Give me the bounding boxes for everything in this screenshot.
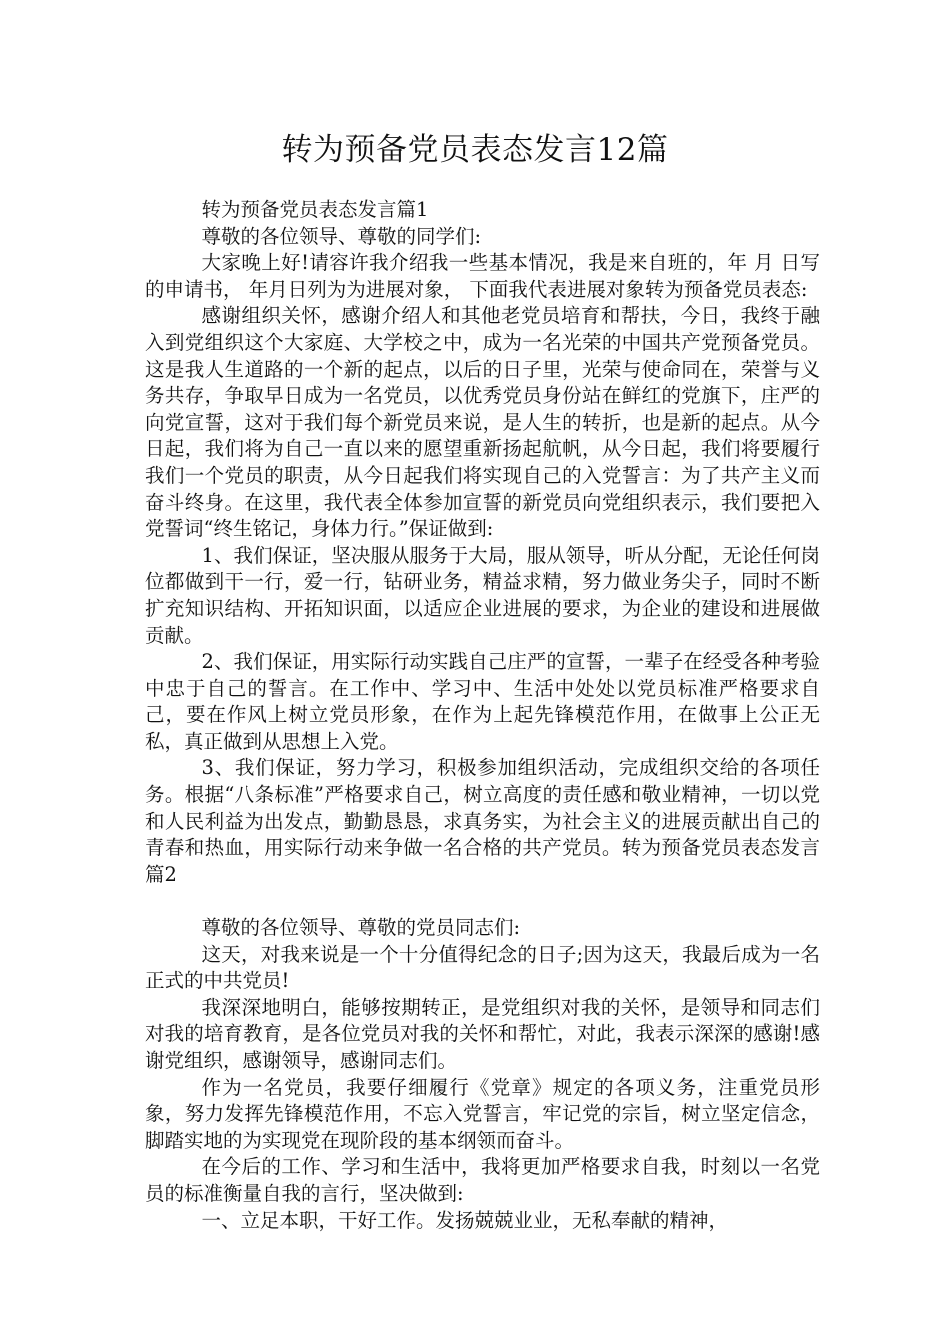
paragraph: 大家晚上好!请容许我介绍我一些基本情况，我是来自班的，年 月 日写的申请书， 年月日列为为进展对象， 下面我代表进展对象转为预备党员表态: [145,251,820,301]
paragraph: 感谢组织关怀，感谢介绍人和其他老党员培育和帮扶，今日，我终于融入到党组织这个大家庭、大学校之中，成为一名光荣的中国共产党预备党员。这是我人生道路的一个新的起点，以后的日子里，光荣与使命同在，荣誉与义务共存，争取早日成为一名党员，以优秀党员身份站在鲜红的党旗下，庄严的向党宣誓，这对于我们每个新党员来说，是人生的转折，也是新的起点。从今日起，我们将为自己一直以来的愿望重新扬起航帆，从今日起，我们将要履行我们一个党员的职责，从今日起我们将实现自己的入党誓言：为了共产主义而奋斗终身。在这里，我代表全体参加宣誓的新党员向党组织表示，我们要把入党誓词“终生铭记，身体力行。”保证做到: [145,304,820,541]
pledge-item: 1、我们保证，坚决服从服务于大局，服从领导，听从分配，无论任何岗位都做到干一行，爱一行，钻研业务，精益求精，努力做业务尖子，同时不断扩充知识结构、开拓知识面，以适应企业进展的要求，为企业的建设和进展做贡献。 [145,543,820,647]
paragraph: 作为一名党员，我要仔细履行《党章》规定的各项义务，注重党员形象，努力发挥先锋模范作用，不忘入党誓言，牢记党的宗旨，树立坚定信念，脚踏实地的为实现党在现阶段的基本纲领而奋斗。 [145,1075,820,1152]
paragraph: 一、立足本职，干好工作。发扬兢兢业业，无私奉献的精神， [201,1208,729,1232]
paragraph: 在今后的工作、学习和生活中，我将更加严格要求自我，时刻以一名党员的标准衡量自我的言行，坚决做到: [145,1155,820,1205]
section-heading: 转为预备党员表态发言篇1 [201,198,429,221]
paragraph: 我深深地明白，能够按期转正，是党组织对我的关怀，是领导和同志们对我的培育教育，是各位党员对我的关怀和帮忙，对此，我表示深深的感谢!感谢党组织，感谢领导，感谢同志们。 [145,995,820,1072]
salutation: 尊敬的各位领导、尊敬的同学们: [201,224,482,248]
salutation: 尊敬的各位领导、尊敬的党员同志们: [201,916,521,940]
pledge-item: 3、我们保证，努力学习，积极参加组织活动，完成组织交给的各项任务。根据“八条标准”严格要求自己，树立高度的责任感和敬业精神，一切以党和人民利益为出发点，勤勤恳恳，求真务实，为社会主义的进展贡献出自己的青春和热血，用实际行动来争做一名合格的共产党员。转为预备党员表态发言篇2 [145,756,820,886]
document-title: 转为预备党员表态发言12篇 [281,132,669,168]
paragraph: 这天，对我来说是一个十分值得纪念的日子;因为这天，我最后成为一名正式的中共党员! [145,942,820,993]
pledge-item: 2、我们保证，用实际行动实践自己庄严的宣誓，一辈子在经受各种考验中忠于自己的誓言。在工作中、学习中、生活中处处以党员标准严格要求自己，要在作风上树立党员形象，在作为上起先锋模范作用，在做事上公正无私，真正做到从思想上入党。 [145,650,820,753]
document-body [145,197,820,1234]
